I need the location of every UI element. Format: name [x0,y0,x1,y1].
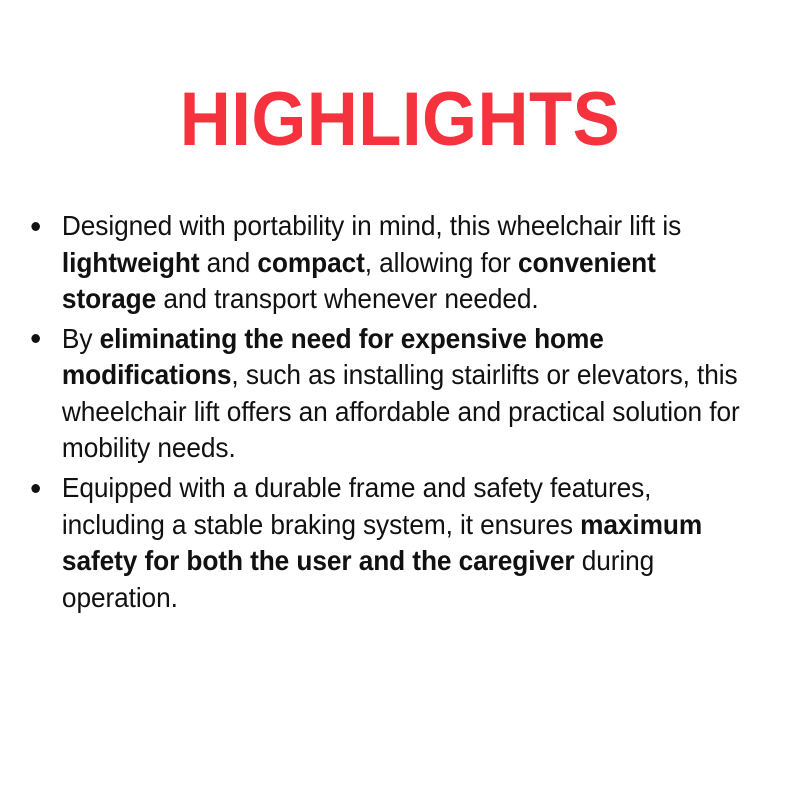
list-item [18,208,748,318]
list-item-text: Designed with portability in mind, this wheelchair lift is lightweight and compact, allowing for convenient storage and transport whenever needed. [61,210,682,315]
list-item [18,321,748,467]
bullet-dot-icon [31,334,40,343]
page-title: HIGHLIGHTS [179,77,621,162]
list-item [18,470,748,616]
list-item-text: Equipped with a durable frame and safety features, including a stable braking system, it ensures maximum safety for both the user and the caregiver during operation. [61,471,703,613]
bullet-dot-icon [31,222,40,231]
list-item-text: By eliminating the need for expensive home modifications, such as installing stairlifts or elevators, this wheelchair lift offers an affordable and practical solution for mobility needs. [61,322,740,464]
highlights-list [18,208,782,619]
bullet-dot-icon [31,484,40,493]
